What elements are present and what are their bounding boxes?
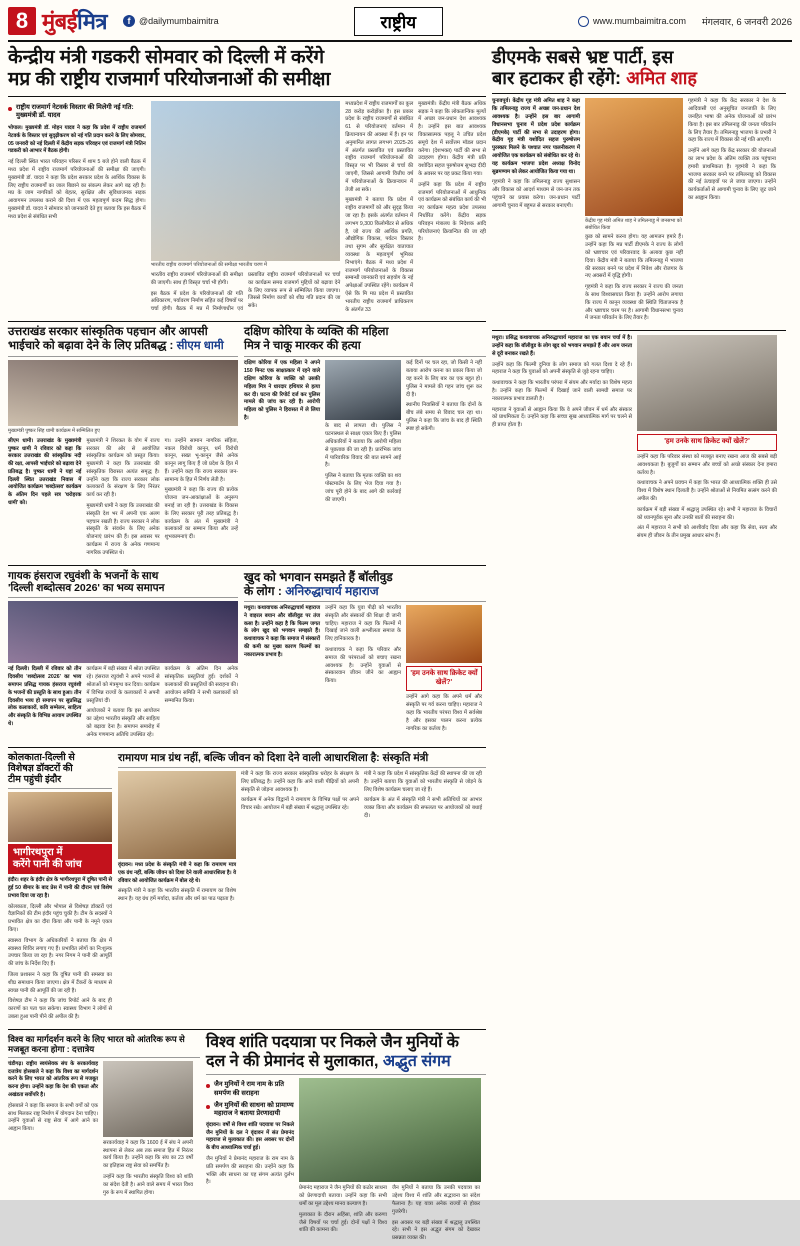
jain-col1-p2: जैन मुनियों ने प्रेमानंद महाराज के राम नाम के प्रति समर्पण की सराहना की। उन्होंने कहा कि भक्ति और साधना का यह संगम अत्यंत दुर्लभ है। (206, 1155, 294, 1186)
datta-col2-p1: सरकार्यवाह ने कहा कि 1600 ई में संघ ने अपनी स्थापना से लेकर अब तक समाज हित में निरंतर कार्य किया है। उन्होंने कहा कि संघ का 23 वर्षों का इतिहास राष्ट्र सेवा को समर्पित है। (103, 1139, 193, 1170)
shah-photo-caption: केंद्रीय गृह मंत्री अमित शाह ने तमिलनाडु में जनसभा को संबोधित किया (585, 217, 682, 231)
facebook-handle[interactable] (123, 15, 219, 27)
shah-headline-line1: डीएमके सबसे भ्रष्ट पार्टी, इस (492, 47, 674, 67)
doctors-band-line2: करेंगे पानी की जांच (13, 859, 82, 871)
logo-text-secondary: मित्र (77, 9, 108, 34)
story-ramayan (118, 752, 486, 1025)
right-rail-continuation (492, 335, 786, 544)
shah-col1-p2: गृहमंत्री ने कहा कि तमिलनाडु राज्य सुशासन और विकास को आदर्श माध्यम से जन-जन तक पहुंचाने का प्रयास करेगा। जन-प्रधान पार्टी आगामी चुनाव में बहुमत से सरकार बनाएगी। (492, 179, 580, 209)
korea-col1 (244, 360, 320, 422)
korea-col3-p2: स्थानीय निवासियों ने बताया कि दोनों के बीच लंबे समय से विवाद चल रहा था। पुलिस ने कहा कि जांच के बाद ही स्थिति स्पष्ट हो सकेगी। (406, 402, 482, 432)
uk-col2-p2: मुख्यमंत्री धामी ने कहा कि उत्तराखंड की संस्कृति देश भर में अपनी एक अलग पहचान रखती है। राज्य सरकार ने लोक संस्कृति के संवर्धन के लिए अनेक योजनाएं प्रारंभ की हैं। इस अवसर पर कार्यक्रम में राज्य के अनेक गणमान्य नागरिक उपस्थित थे। (86, 503, 160, 556)
list-item: जैन मुनियों की साधना को प्रामाण्य महाराज ने बताया प्रेरणादायी (206, 1102, 294, 1119)
masthead (8, 6, 792, 42)
bollywood-headline-c: अनिरुद्धाचार्य महाराज (285, 583, 379, 598)
website-text: www.mumbaimitra.com (592, 16, 686, 26)
ramayan-col2 (241, 771, 359, 907)
doctors-band-line1: भागीरथपुरा में (13, 847, 63, 859)
lead-col3-p1: मध्यप्रदेश में राष्ट्रीय राजमार्गों का कुल 28 करोड़ करोड़ोंका है। इस प्रकार प्रदेश के राष्ट्रीय राजमार्गों से संबंधित 61 से परियोजनाएं वर्तमान में क्रियान्वयन की अवस्था में हैं। इन पर अनुमानित लागत लगभग 2025-26 में अंतर्गत प्रस्तावित एवं प्रस्तावित राष्ट्रीय राजमार्ग परियोजनाओं की विस्तृत पर भी विस्तार से चर्चा की जाएगी, जिससे आगामी वित्तीय वर्ष में परियोजनाओं के क्रियान्वयन में तेजी आ सके। (345, 100, 414, 193)
top-band (8, 47, 792, 1246)
lead-col3-p2: मुख्यमंत्री ने बताया कि प्रदेश में राष्ट्रीय राजमार्गों को और सुदृढ़ किया जा रहा है। इसके अंतर्गत वर्तमान में लगभग 9,300 किलोमीटर से अधिक है, जो राज्य की आर्थिक प्रगति, औद्योगिक विकास, पर्यटन विस्तार तथा सुगम और सुरक्षित यातायात व्यवस्था के महत्वपूर्ण भूमिका निभाएंगे। बैठक में मध्य प्रदेश में राजमार्ग परियोजनाओं के विकास सम्बन्धी जानकारी एवं सहयोग के नई अपेक्षाओं उपस्थित रहेंगे। कार्यक्रम में ऐसे कि मि मप्र प्रदेश में प्रस्तावित भारतीय राष्ट्रीय राजमार्ग प्राधिकरण के अंतर्गत 33 (345, 197, 414, 313)
bhajan-headline-b: 'दिल्ली शब्दोत्सव 2026' का भव्य समापन (8, 582, 165, 595)
bollywood-photo (406, 605, 482, 663)
jain-headline-a: विश्व शांति पदयात्रा पर निकले जैन मुनियों के (206, 1033, 459, 1051)
korea-col2-p2: पुलिस ने बताया कि मृतक व्यक्ति का शव पोस्टमार्टम के लिए भेज दिया गया है। जांच पूरी होने के बाद आगे की कार्रवाई की जाएगी। (325, 473, 401, 503)
jain-col1 (206, 1122, 294, 1187)
datta-col2-p2: उन्होंने कहा कि भारतीय संस्कृति विश्व को शांति का संदेश देती है। आने वाले समय में भारत विश्व गुरु के रूप में स्थापित होगा। (103, 1173, 193, 1196)
datta-photo (103, 1061, 193, 1137)
rr-b-p4: अंत में महाराज ने सभी को आशीर्वाद दिया और कहा कि सेवा, सत्य और संयम ही जीवन के तीन प्रमुख आधार स्तंभ हैं। (637, 525, 777, 540)
story-datta (8, 1034, 200, 1246)
bollywood-col2 (325, 605, 401, 686)
ram-col3-p1: मंत्री ने कहा कि प्रदेश में सांस्कृतिक केंद्रों की स्थापना की जा रही है। उन्होंने बताया कि युवाओं को भारतीय संस्कृति से जोड़ने के लिए विशेष कार्यक्रम चलाए जा रहे हैं। (364, 770, 482, 793)
story-doctors (8, 752, 112, 1025)
ram-col3-p2: कार्यक्रम के अंत में संस्कृति मंत्री ने सभी अतिथियों का आभार व्यक्त किया और कार्यक्रम की सफलता पर आयोजकों को बधाई दी। (364, 797, 482, 819)
lead-headline-line2: मप्र की राष्ट्रीय राजमार्ग परियोजनाओं की समीक्षा (8, 69, 331, 91)
korea-photo (325, 360, 401, 420)
website-link[interactable] (578, 16, 686, 27)
bhajan-col2-p2: आयोजकों ने बताया कि इस आयोजन का उद्देश्य भारतीय संस्कृति और साहित्य को बढ़ावा देना है। समापन समारोह में अनेक गणमान्य अतिथि उपस्थित रहे। (86, 708, 160, 738)
fourth-band (8, 752, 486, 1025)
bw-col2-p1: उन्होंने कहा कि युवा पीढ़ी को भारतीय संस्कृति और संस्कारों की शिक्षा दी जानी चाहिए। महाराज ने कहा कि फिल्मों में दिखाई जाने वाली अश्लीलता समाज के लिए हानिकारक है। (325, 604, 401, 643)
uk-col3-p1: गा। उन्होंने सामान नागरिक संहिता, नकल विरोधी कानून, धर्म विरोधी कानून, सख्त भू-कानून जैसे अनेक कानून लागू किए हैं जो प्रदेश के हित में हैं। उन्होंने कहा कि राज्य सरकार जन-सामान्य के हित में निर्णय लेती है। (164, 437, 238, 483)
lead-col2 (151, 272, 341, 314)
doctors-col1 (8, 877, 112, 1022)
jain-col3-p1: जैन मुनियों ने बताया कि उनकी पदयात्रा का उद्देश्य विश्व में शांति और सद्भावना का संदेश फैलाना है। यह यात्रा अनेक राज्यों से होकर गुजरेगी। (392, 1185, 480, 1215)
shah-col3 (688, 98, 776, 202)
ram-col2-p1: मंत्री ने कहा कि राज्य सरकार सांस्कृतिक धरोहर के संरक्षण के लिए प्रतिबद्ध है। उन्होंने कहा कि आने वाली पीढ़ियों को अपनी संस्कृति से जोड़ना आवश्यक है। (241, 770, 359, 793)
shah-col3-p1: गृहमंत्री ने कहा कि केंद्र सरकार ने देश के आदिवासी एवं अनुसूचित जनजाति के लिए जनहित भाषा की अनेक योजनाओं को प्रारंभ किया है। इस बार तमिलनाडु की जनता परिवर्तन के लिए तैयार है। तमिलनाडु भाजपा के प्रभारी ने कहा कि राज्य में विकास की नई गति आएगी। (688, 98, 776, 144)
bhajan-photo (8, 601, 238, 663)
section-tag: राष्ट्रीय (354, 7, 444, 36)
bw-col2-p2: कथावाचक ने कहा कि परिवार और समाज की परंपराओं को बचाए रखना आवश्यक है। उन्होंने युवाओं से संस्कारवान जीवन जीने का आह्वान किया। (325, 646, 401, 685)
bollywood-headline-b (244, 584, 486, 598)
lead-col1 (8, 125, 146, 222)
bhajan-col2-p1: कार्यक्रम में बड़ी संख्या में श्रोता उपस्थित रहे। हंसराज रघुवंशी ने अपने भजनों से श्रोताओं को मंत्रमुग्ध कर दिया। कार्यक्रम में विभिन्न राज्यों के कलाकारों ने अपनी प्रस्तुतियां दीं। (86, 666, 160, 704)
doctors-band (8, 844, 112, 874)
shah-col1 (492, 98, 580, 210)
jain-col3 (392, 1185, 480, 1246)
lead-col4-p1: मुख्यमंत्री। केंद्रीय मंत्री बैठक अधिक सड़क ने कहा कि लोकतान्त्रिक मूल्यों में अच्छा जन-प्रधान देश आवश्यक है। उन्होंने इस बात आवश्यक विकासात्मक पहलू ने उचित प्रदेश समूचे देश में सर्वोत्तम मॉडल प्रदान करेगा। (देशभक्त) पार्टी की सभा से उदाहरण होगा। केंद्रीय मंत्री प्रति यशोदित सहज पुरुषोत्तम सुभद्रा दीदी के अवसर पर यह प्रकट किया गया। (418, 100, 487, 177)
rr-a-p3: कथावाचक ने कहा कि भारतीय परंपरा में संयम और मर्यादा का विशेष महत्व है। उन्होंने कहा कि फिल्मों में दिखाई जाने वाली सामग्री समाज पर नकारात्मक प्रभाव डालती है। (492, 380, 632, 402)
jain-headline-b (206, 1053, 486, 1072)
globe-icon (578, 16, 589, 27)
korea-col2 (325, 423, 401, 504)
lead-photo (151, 101, 341, 261)
uttarakhand-headline-a: उत्तराखंड सरकार सांस्कृतिक पहचान और आपसी (8, 326, 208, 339)
story-bhajan (8, 570, 238, 743)
bhajan-col1-p1: नई दिल्ली। दिल्ली में रविवार को तीन दिवसीय 'शब्दोत्सव 2026' का भव्य समापन प्रसिद्ध गायक हंसराज रघुवंशी के भजनों की प्रस्तुति के साथ हुआ। तीन दिवसीय भव्य हो समापन पर सुप्रसिद्ध लोक कलाकारों, कवि सम्मेलन, साहित्य और संस्कृति के विभिन्न आयाम उपस्थित थे। (8, 666, 82, 727)
lead-col4 (418, 101, 486, 244)
right-rail-photo (637, 335, 777, 431)
korea-col3-p1: कई दिनों पर चल रहा, जो किसी ने नहीं बताया आरोप करना का प्रकार किया जो वह करने के लिए बार का एक बहुत हो। पुलिस ने मामले की गहन जांच शुरू कर दी है। (406, 360, 482, 398)
doc-p3: स्वास्थ्य विभाग के अधिकारियों ने बताया कि क्षेत्र में स्वास्थ्य शिविर लगाए गए हैं। प्रभावित लोगों का नि:शुल्क उपचार किया जा रहा है। नगर निगम ने पानी की आपूर्ति की जांच के निर्देश दिए हैं। (8, 937, 112, 968)
uk-col3-p2: मुख्यमंत्री ने कहा कि राज्य की प्रत्येक योजना जन-आकांक्षाओं के अनुरूप बनाई जा रही है। उत्तराखंड के विकास के लिए सरकार पूरी तरह प्रतिबद्ध है। कार्यक्रम के अंत में मुख्यमंत्री ने कलाकारों का सम्मान किया और उन्हें शुभकामनाएं दीं। (164, 487, 238, 541)
datta-headline: विश्व का मार्गदर्शन करने के लिए भारत को आंतरिक रूप से मजबूत करना होगा : दत्तात्रेय (8, 1033, 185, 1054)
right-rail-col-a (492, 335, 632, 544)
korea-col2-p1: के बाद से लापता थी। पुलिस ने घटनास्थल से साक्ष्य एकत्र किए हैं। पुलिस अधिकारियों ने बताया कि आरोपी महिला से पूछताछ की जा रही है। प्रारंभिक जांच में पारिवारिक विवाद की बात सामने आई है। (325, 423, 401, 469)
bw-col1-p1: मथुरा। कथावाचक अनिरुद्धाचार्य महाराज ने वाइरल बयान और बॉलीवुड पर तंज कसा है। उन्होंने कहा है कि फिल्म जगत के लोग खुद को भगवान समझते हैं। कथावाचक ने कहा कि समाज में संस्कारों की कमी का मुख्य कारण फिल्मों का नकारात्मक प्रभाव है। (244, 604, 320, 658)
datta-col1-p2: होसबाले ने कहा कि समाज के सभी वर्गों को एक साथ मिलकर राष्ट्र निर्माण में योगदान देना चाहिए। उन्होंने युवाओं से राष्ट्र सेवा में आगे आने का आह्वान किया। (8, 1102, 98, 1133)
right-zone (492, 47, 786, 1246)
korea-headline-b: मित्र ने चाकू मारकर की हत्या (244, 339, 361, 352)
jain-bullet-list (206, 1081, 294, 1118)
rr-b-p1: उन्होंने कहा कि परिवार संस्था को मजबूत बनाए रखना आज की सबसे बड़ी आवश्यकता है। बुजुर्गों का सम्मान और बच्चों को अच्छे संस्कार देना हमारा कर्तव्य है। (637, 453, 777, 476)
right-rail-col-b (637, 454, 777, 541)
doctors-photo (8, 792, 112, 842)
shah-col3-p2: उन्होंने आगे कहा कि केंद्र सरकार की योजनाओं का लाभ प्रदेश के अंतिम व्यक्ति तक पहुंचाना हमारी प्राथमिकता है। गृहमंत्री ने कहा कि भाजपा सरकार बनने पर तमिलनाडु को विकास की नई ऊंचाइयों पर ले जाया जाएगा। उन्होंने कार्यकर्ताओं से आगामी चुनाव के लिए जुट जाने का आह्वान किया। (688, 148, 776, 202)
rr-b-p2: कथावाचक ने अपने प्रवचन में कहा कि भारत की आध्यात्मिक शक्ति ही उसे विश्व में विशेष स्थान दिलाती है। उन्होंने श्रोताओं से नियमित सत्संग करने की अपील की। (637, 480, 777, 502)
datta-col1 (8, 1061, 98, 1201)
uttarakhand-col2 (86, 438, 159, 561)
shah-col1-p1: चुनावपूर्व। केंद्रीय गृह मंत्री अमित शाह ने कहा कि तमिलनाडु राज्य में अच्छा जन-प्रधान देश आवश्यक है। उन्होंने इस बार आगामी विधानसभा चुनाव में प्रदेश प्रदेश कार्यक्रम (डीएमके) पार्टी की सभा से उदाहरण होगा। केंद्रीय गृह मंत्री यशोदित सहज पुरुषोत्तम पुरस्कार मिलने के पश्चात नगर पालनीकरण में आयोजित एक कार्यक्रम को संबोधित कर रहे थे। यह कार्यक्रम भाजपा प्रदेश अध्यक्ष विनोद सुब्रमण्यम को लेकर आयोजित किया गया था। (492, 98, 580, 175)
ramayan-col3 (364, 771, 482, 907)
second-band (8, 326, 486, 560)
rr-b-p3: कार्यक्रम में बड़ी संख्या में श्रद्धालु उपस्थित रहे। सभी ने महाराज के विचारों को ध्यानपूर्वक सुना और उनकी बातों की सराहना की। (637, 506, 777, 521)
bollywood-headline-a: खुद को भगवान समझते हैं बॉलीवुड (244, 569, 393, 584)
shah-col2-p2: गृहमंत्री ने कहा कि राज्य सरकार ने राज्य की जनता के साथ विश्वासघात किया है। उन्होंने आरोप लगाया कि राज्य में कानून व्यवस्था की स्थिति चिंताजनक है और भ्रष्टाचार चरम पर है। आगामी विधानसभा चुनाव में जनता परिवर्तन के लिए तैयार है। (585, 284, 683, 322)
lead-col2-p2: इस बैठक में प्रदेश के परियोजनाओं की गति अधिकारण, पर्यावरण निर्माण सहित कई विषयों पर चर्चा होगी। बैठक में मप्र में निर्माणाधीन एवं प्रस्तावित राष्ट्रीय राजमार्ग परियोजनाओं पर चर्चा का कार्यक्रम समग्र राजमार्ग मुद्दियों को बढ़ावा देने के लिए व्यापक रूप से सम्मिलित किया जाएगा। जिससे निर्माण कार्यों को शीघ्र गति प्रदान की जा सके। (150, 272, 341, 313)
facebook-icon: f (123, 15, 135, 27)
shah-col2-p1: कुछ को सामने करना होगा। यह आमजन हमारे हैं। उन्होंने कहा कि मप्र पार्टी डीएमके ने राज्य के लोगों को भ्रष्टाचार एवं परिवारवाद के अलावा कुछ नहीं दिया। केंद्रीय मंत्री ने बताया कि तमिलनाडु में भाजपा की सरकार बनने पर प्रदेश में निवेश और रोजगार के नए अवसरों में वृद्धि होगी। (585, 234, 683, 280)
jain-col2 (299, 1185, 387, 1246)
story-uttarakhand (8, 326, 238, 560)
datta-col2 (103, 1140, 193, 1198)
lead-col3 (345, 101, 413, 315)
story-bollywood (244, 570, 486, 743)
datta-col1-p1: चंडीगढ़। राष्ट्रीय स्वयंसेवक संघ के सरकार्यवाह दत्तात्रेय होसबाले ने कहा कि विश्व का मार्गदर्शन करने के लिए भारत को आंतरिक रूप से मजबूत करना होगा। उन्होंने कहा कि देश की एकता और अखंडता सर्वोपरि है। (8, 1060, 98, 1098)
jain-col1-p1: वृंदावन। वर्षों से विश्व शांति पदयात्रा पर निकले जैन मुनियों के दल ने वृंदावन में संत प्रेमानंद महाराज से मुलाकात की। इस अवसर पर दोनों के बीच आध्यात्मिक चर्चा हुई। (206, 1121, 294, 1152)
logo-text-primary: मुंबई (42, 9, 78, 34)
uttarakhand-headline-b (8, 340, 238, 354)
jain-col3-p2: इस अवसर पर बड़ी संख्या में श्रद्धालु उपस्थित रहे। सभी ने इस अद्भुत संगम को देखकर प्रसन्नता व्यक्त की। (392, 1219, 480, 1242)
lead-col1-p2: नई दिल्ली स्थित भारत परिवहन परिसर में शाम 5 बजे होने वाली बैठक में मध्य प्रदेश में राष्ट्रीय राजमार्ग परियोजनाओं की समीक्षा की जाएगी। मुख्यमंत्री डॉ. यादव ने कहा कि प्रदेश सरकार प्रदेश के आर्थिक विकास के लिए राष्ट्रीय राजमार्गों का जाल बिछाने का संकल्प लेकर आगे बढ़ रही है। मप्र के जाम नागरिकों को बेहतर, सुरक्षित और सुविधाजनक सड़क आवागमन उपलब्ध कराने की दिशा में एक महत्वपूर्ण कदम सिद्ध होगा। मुख्यमंत्री डॉ. यादव ने सोमवार को जानकारी देते हुए बताया कि इस बैठक में मध्य प्रदेश से संबंधित सभी (8, 159, 146, 220)
uttarakhand-headline-c: सीएम धामी (176, 339, 224, 352)
ram-col1-p2: संस्कृति मंत्री ने कहा कि भारतीय संस्कृति में रामायण का विशेष स्थान है। यह ग्रंथ हमें मर्यादा, कर्तव्य और धर्म का पाठ पढ़ाता है। (118, 888, 236, 903)
uttarakhand-col1 (8, 438, 81, 561)
third-band (8, 570, 486, 743)
jain-col2-p1: प्रेमानंद महाराज ने जैन मुनियों की कठोर साधना को प्रेरणादायी बताया। उन्होंने कहा कि सभी धर्मों का मूल उद्देश्य मानव कल्याण है। (299, 1185, 387, 1208)
doc-p4: जिला प्रशासन ने कहा कि दूषित पानी की समस्या का शीघ्र समाधान किया जाएगा। क्षेत्र में टैंकरों के माध्यम से स्वच्छ पानी की आपूर्ति की जा रही है। (8, 971, 112, 994)
lead-bullet-list (8, 104, 146, 121)
right-rail-quote: 'हम उनके साथ क्रिकेट क्यों खेलें?' (637, 434, 777, 451)
rr-a-p4: महाराज ने युवाओं से आह्वान किया कि वे अपने जीवन में धर्म और संस्कार को प्राथमिकता दें। उन्होंने कहा कि सच्चा सुख आध्यात्मिक मार्ग पर चलने से ही प्राप्त होता है। (492, 406, 632, 429)
ramayan-col1 (118, 862, 236, 904)
uttarakhand-headline-b-text: भाईचारे को बढ़ावा देने के लिए प्रतिबद्ध : (8, 339, 174, 352)
shah-photo (585, 98, 683, 216)
lead-col1-p1: भोपाल। मुख्यमंत्री डॉ. मोहन यादव ने कहा कि प्रदेश में राष्ट्रीय राजमार्ग नेटवर्क के विस्तार एवं सुदृढ़ीकरण को नई गति प्रदान करने के लिए सोमवार, 05 जनवरी को नई दिल्ली में केंद्रीय सड़क परिवहन एवं राजमार्ग मंत्री नितिन गडकरी को आभार में बैठक होगी। (8, 124, 146, 155)
korea-col1-p1: दक्षिण कोरिया में एक महिला ने अपने 150 मिनट एक साक्षात्कार में रहने वाले दक्षिण कोरिया के व्यक्ति को उसकी महिला मित्र ने धारदार हथियार से हत्या कर दी। घटना की रिपोर्ट दर्ज कर पुलिस मामले की जांच कर रही है। आरोपी महिला को पुलिस ने हिरासत में ले लिया है। (244, 360, 320, 422)
ramayan-photo (118, 771, 236, 859)
bhajan-col1 (8, 666, 81, 742)
story-jain (206, 1034, 486, 1246)
jain-col2-p2: मुलाकात के दौरान अहिंसा, शांति और करुणा जैसे विषयों पर चर्चा हुई। दोनों पक्षों ने विश्व शांति की कामना की। (299, 1211, 387, 1234)
bw-col3-p1: उन्होंने आगे कहा कि अपने धर्म और संस्कृति पर गर्व करना चाहिए। महाराज ने कहा कि भारतीय परंपरा विश्व में सर्वश्रेष्ठ है और इसका पालन करना प्रत्येक नागरिक का कर्तव्य है। (406, 694, 482, 732)
bhajan-col3-p1: कार्यक्रम के अंतिम दिन अनेक सांस्कृतिक प्रस्तुतियां हुईं। दर्शकों ने कलाकारों की प्रस्तुतियों की सराहना की। आयोजन समिति ने सभी कलाकारों को सम्मानित किया। (164, 666, 238, 704)
lead-story (8, 47, 486, 317)
uk-col2-p1: मुख्यमंत्री ने शिरकत के योग में राज्य सरकार की ओर से आयोजित सांस्कृतिक कार्यक्रम को प्रस्तुत किया। मुख्यमंत्री ने कहा कि उत्तराखंड की सांस्कृतिक विरासत अत्यंत समृद्ध है। उन्होंने कहा कि राज्य सरकार लोक कलाकारों के संरक्षण के लिए निरंतर कार्य कर रही है। (86, 437, 160, 499)
issue-date: मंगलवार, 6 जनवरी 2026 (701, 16, 792, 28)
uttarakhand-col3 (165, 438, 238, 561)
doctors-headline-b: विशेषज्ञ डॉक्टरों की (8, 762, 73, 774)
story-amit-shah (492, 47, 786, 326)
lead-col2-p1: भारतीय राष्ट्रीय राजमार्ग परियोजनाओं की समीक्षा की जाएगी। साथ ही विस्तृत चर्चा भी होगी। (150, 272, 243, 286)
bollywood-quote: 'हम उनके साथ क्रिकेट क्यों खेलें?' (406, 666, 482, 692)
ramayan-headline: रामायण मात्र ग्रंथ नहीं, बल्कि जीवन को दिशा देने वाली आधारशिला है: संस्कृति मंत्री (118, 751, 429, 764)
story-korea (244, 326, 486, 560)
page-number: 8 (8, 7, 36, 35)
bollywood-col3 (406, 694, 482, 733)
shah-col2 (585, 234, 683, 323)
lead-photo-caption: भारतीय राष्ट्रीय राजमार्ग परियोजनाओं की समीक्षा भारतीय चरण में (150, 262, 267, 269)
doc-p2: कोलकाता, दिल्ली और भोपाल से विशेषज्ञ डॉक्टरों एवं वैज्ञानिकों की टीम इंदौर पहुंच चुकी है। टीम के सदस्यों ने प्रभावित क्षेत्र का दौरा किया और पानी के नमूने एकत्र किए। (8, 903, 112, 933)
bollywood-headline-b-text: के लोग : (244, 583, 282, 598)
rr-a-p1: मथुरा। प्रसिद्ध कथावाचक अनिरुद्धाचार्य महाराज का एक बयान चर्चा में है। उन्होंने कहा कि बॉलीवुड के लोग खुद को भगवान समझते हैं और आम जनता से दूरी बनाकर रखते हैं। (492, 335, 632, 357)
bhajan-col3 (165, 666, 238, 742)
ram-col1-p1: वृंदावन। मध्य प्रदेश के संस्कृति मंत्री ने कहा कि रामायण मात्र एक ग्रंथ नहीं, बल्कि जीवन को दिशा देने वाली आधारशिला है। वे रविवार को आयोजित कार्यक्रम में बोल रहे थे। (118, 861, 236, 884)
bhajan-col2 (86, 666, 159, 742)
left-zone (8, 47, 486, 1246)
facebook-handle-text: @dailymumbaimitra (139, 16, 219, 26)
shah-headline-line2 (492, 68, 786, 89)
fifth-band (8, 1034, 486, 1246)
doctors-headline-a: कोलकाता-दिल्ली से (8, 751, 75, 763)
list-item: जैन मुनियों ने राम नाम के प्रति समर्पण की सराहना (206, 1081, 294, 1098)
uk-col1-p1: सीएम धामी। उत्तराखंड के मुख्यमंत्री पुष्कर धामी ने रविवार को कहा कि सरकार उत्तराखंड की सांस्कृतिक नदी की रक्षा, आपसी भाईचारे को बढ़ावा देने प्रतिबद्ध है। पुष्कर धामी ने यहां नई दिल्ली स्थित उत्तराखंड निवास में आयोजित कार्यक्रम 'शब्दोत्सव' कार्यक्रम के अंतिम दिन पहले सत्र 'धरोहरक धामी' को। (8, 437, 82, 507)
jain-headline-b-text: दल ने की प्रेमानंद से मुलाकात, (206, 1052, 379, 1070)
bhajan-headline-a: गायक हंसराज रघुवंशी के भजनों के साथ (8, 569, 159, 582)
shah-headline-highlight: अमित शाह (626, 68, 697, 89)
lead-headline-line1: केन्द्रीय मंत्री गडकरी सोमवार को दिल्ली में करेंगे (8, 47, 325, 68)
bollywood-col1 (244, 605, 320, 660)
rr-a-p2: उन्होंने कहा कि फिल्मी दुनिया के लोग समाज को गलत दिशा दे रहे हैं। महाराज ने कहा कि युवाओं को अपनी संस्कृति से जुड़े रहना चाहिए। (492, 361, 632, 376)
jain-headline-c: अद्भुत संगम (382, 1052, 451, 1070)
uttarakhand-photo (8, 360, 238, 426)
ram-col2-p2: कार्यक्रम में अनेक विद्वानों ने रामायण के विभिन्न पक्षों पर अपने विचार रखे। आयोजन में बड़ी संख्या में श्रद्धालु उपस्थित रहे। (241, 797, 359, 812)
korea-headline-a: दक्षिण कोरिया के व्यक्ति की महिला (244, 326, 389, 339)
list-item: राष्ट्रीय राजमार्ग नेटवर्क विस्तार की मिलेगी नई गति: मुख्यमंत्री डॉ. यादव (8, 104, 146, 121)
lead-col4-p2: उन्होंने कहा कि प्रदेश में राष्ट्रीय राजमार्ग परियोजनाओं में आधुनिक एवं कार्यक्रम को संबंधित कार्य की भी नए कार्यक्रम महत्व प्रदेश उपलब्ध निर्धारित करेंगे। केंद्रीय सड़क परिवहन मंत्रालय के निदेशक आदि परियोजनाएं क्रियान्वित की जा रही है। (418, 181, 487, 243)
uttarakhand-caption: मुख्यमंत्री पुष्कर सिंह धामी कार्यक्रम में सम्मिलित हुए (8, 427, 100, 434)
korea-col3 (406, 360, 482, 433)
publication-logo (42, 6, 107, 36)
doctors-headline-c: टीम पहुंची इंदौर (8, 773, 62, 785)
doc-p1: इंदौर। शहर के इंदौर क्षेत्र के भागीरथपुरा में दूषित पानी से हुई 50 बीमार के बाद प्रेस में पानी की दौरान एवं विशेष प्रभाव दिया जा रहा है। (8, 877, 112, 899)
shah-headline-line2-text: बार हटाकर ही रहेंगे: (492, 68, 622, 89)
doc-p5: विशेषज्ञ टीम ने कहा कि जांच रिपोर्ट आने के बाद ही कारणों का पता चल सकेगा। स्वास्थ्य विभाग ने लोगों से उबला हुआ पानी पीने की अपील की है। (8, 998, 112, 1020)
jain-photo (299, 1078, 481, 1182)
